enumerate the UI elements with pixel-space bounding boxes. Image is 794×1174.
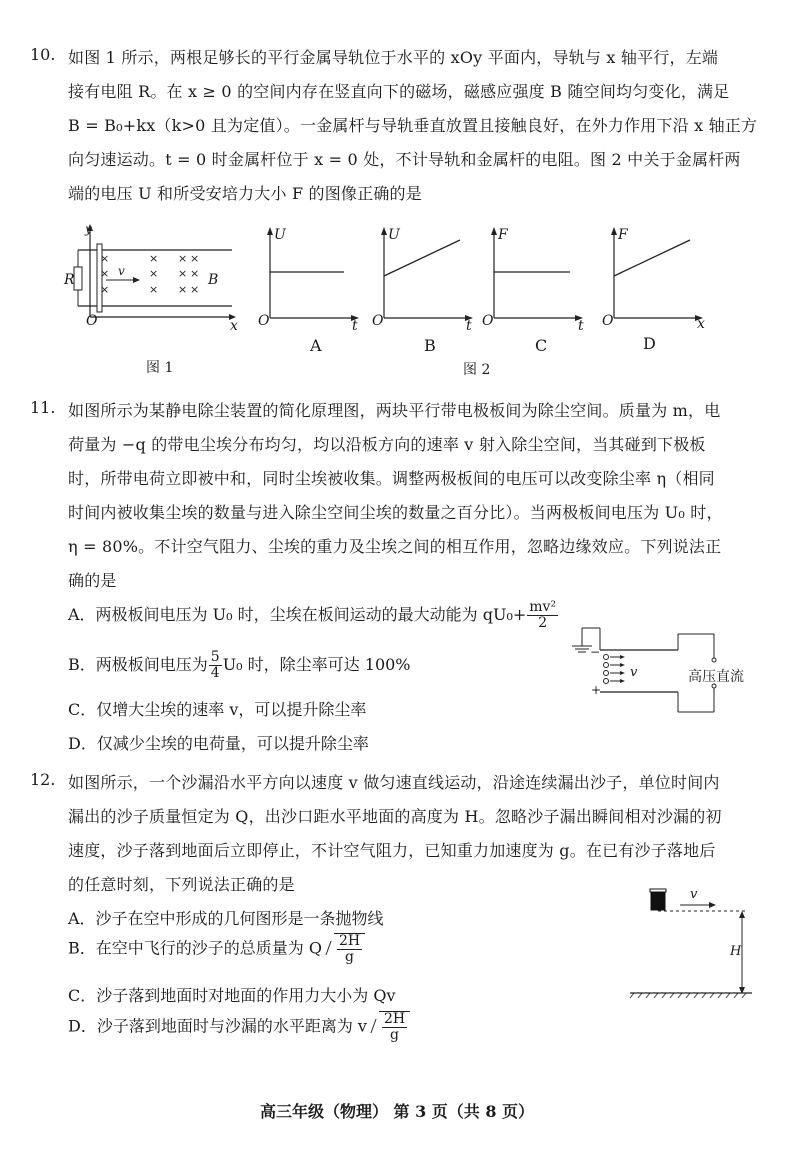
graph-c-origin: O [482,313,494,329]
q11-line-6: 确的是 [68,571,117,590]
q11-a-fraction [527,600,558,631]
graph-b-xlabel: t [466,318,472,334]
q11-minus-sign: − [590,645,601,659]
fig1-caption: 图 1 [146,360,174,376]
q10-line-4: 向匀速运动。t = 0 时金属杆位于 x = 0 处，不计导轨和金属杆的电阻。图 2 中关于金属杆两 [68,150,741,169]
q11-line-1: 如图所示为某静电除尘装置的简化原理图，两块平行带电极板间为除尘空间。质量为 m，电 [68,401,721,420]
q12-line-3: 速度，沙子落到地面后立即停止，不计空气阻力，已知重力加速度为 g。在已有沙子落地后 [68,841,716,860]
q11-option-c: C．仅增大尘埃的速率 v，可以提升除尘率 [68,700,367,719]
q12-option-b [68,933,365,965]
svg-text:×: × [100,283,110,296]
fig1-y-label: y [85,222,92,236]
q11-b-den: 4 [210,665,220,681]
q11-option-b [68,650,411,681]
q12-d-text: D．沙子落到地面时与沙漏的水平距离为 v [68,1016,367,1036]
q11-line-3: 时，所带电荷立即被中和，同时尘埃被收集。调整两极板间的电压可以改变除尘率 η（相同 [68,469,715,488]
svg-text:×: × [149,283,159,296]
graph-c-ylabel: F [498,227,508,243]
q11-a-den: 2 [538,615,548,631]
q12-d-sqrt [367,1011,410,1043]
q11-line-5: η = 80%。不计空气阻力、尘埃的重力及尘埃之间的相互作用，忽略边缘效应。下列说法正 [68,537,722,556]
q11-line-2: 荷量为 −q 的带电尘埃分布均匀，均以沿板方向的速率 v 射入除尘空间，当其碰到下极板 [68,435,706,454]
q11-plus-sign: + [591,683,602,697]
q10-line-5: 端的电压 U 和所受安培力大小 F 的图像正确的是 [68,184,422,203]
graph-b-label: B [424,336,436,355]
graph-d-origin: O [602,313,614,329]
svg-text:×: × [190,283,200,296]
graph-b-ylabel: U [388,227,400,243]
graph-a-ylabel: U [274,227,286,243]
q11-a-num: mv² [529,599,557,615]
q12-d-num: 2H [383,1011,406,1027]
q12-option-d [68,1011,410,1043]
q12-b-sqrt [322,933,365,965]
q12-b-text: B．在空中飞行的沙子的总质量为 Q [68,938,322,958]
q12-option-c: C．沙子落到地面时对地面的作用力大小为 Qv [68,986,396,1005]
q12-H-label: H [730,944,742,959]
q12-line-1: 如图所示，一个沙漏沿水平方向以速度 v 做匀速直线运动，沿途连续漏出沙子，单位时间内 [68,773,720,792]
q10-line-2: 接有电阻 R。在 x ≥ 0 的空间内存在竖直向下的磁场，磁感应强度 B 随空间均匀变化，满足 [68,82,730,101]
q10-number: 10. [30,45,56,64]
q12-option-a: A．沙子在空中形成的几何图形是一条抛物线 [68,909,384,928]
q10-line-1: 如图 1 所示，两根足够长的平行金属导轨位于水平的 xOy 平面内，导轨与 x 轴平行，左端 [68,48,719,67]
fig1-B-label: B [208,272,219,288]
svg-text:×: × [149,267,159,280]
q12-sand-figure [628,885,768,1000]
q11-b-text: B．两极板间电压为 [68,655,208,674]
fig1-R-label: R [64,272,75,288]
svg-text:×: × [190,252,200,265]
q11-line-4: 时间内被收集尘埃的数量与进入除尘空间尘埃的数量之百分比）。当两极板间电压为 U₀ 时， [68,503,723,522]
fig1-x-label: x [230,318,238,334]
graph-c-label: C [535,336,548,355]
graph-d-label: D [643,334,656,353]
q12-b-num: 2H [338,933,361,949]
q11-option-d: D．仅减少尘埃的电荷量，可以提升除尘率 [68,734,369,753]
graph-d-xlabel: x [697,316,705,332]
q12-v-label: v [690,887,698,902]
graph-a-xlabel: t [352,318,358,334]
q12-d-fraction [382,1012,407,1043]
graph-b-origin: O [372,313,384,329]
q11-option-a [68,600,559,631]
graph-a-origin: O [258,313,270,329]
q11-b-fraction [209,650,222,681]
q12-number: 12. [30,770,56,789]
svg-text:×: × [178,267,188,280]
graph-a-label: A [310,336,322,355]
q10-line-3: B = B₀+kx（k>0 且为定值）。一金属杆与导轨垂直放置且接触良好，在外力作用下沿 x 轴正方 [68,116,758,135]
q11-hv-label: 高压直流 [688,669,744,685]
fig1-O-label: O [86,313,98,329]
q12-line-2: 漏出的沙子质量恒定为 Q，出沙口距水平地面的高度为 H。忽略沙子漏出瞬间相对沙漏的初 [68,807,722,826]
svg-text:×: × [149,252,159,265]
fig1-v-label: v [118,264,125,278]
fig2-caption: 图 2 [463,362,491,378]
svg-text:×: × [178,252,188,265]
q11-number: 11. [30,398,56,417]
svg-text:×: × [100,267,110,280]
q12-b-fraction [337,934,362,965]
q11-b-num: 5 [210,649,220,665]
svg-text:×: × [178,283,188,296]
q12-b-den: g [345,949,355,965]
q11-a-text: A．两极板间电压为 U₀ 时，尘埃在板间运动的最大动能为 qU₀+ [68,605,527,624]
q11-v-label: v [630,665,638,680]
svg-text:×: × [100,252,110,265]
q11-b-text-post: U₀ 时，除尘率可达 100% [222,655,411,674]
graph-c-xlabel: t [578,318,584,334]
q12-d-den: g [390,1027,400,1043]
svg-text:×: × [190,267,200,280]
graph-d-ylabel: F [618,227,628,243]
page-footer: 高三年级（物理） 第 3 页（共 8 页） [259,1102,535,1121]
q12-line-4: 的任意时刻，下列说法正确的是 [68,875,295,894]
